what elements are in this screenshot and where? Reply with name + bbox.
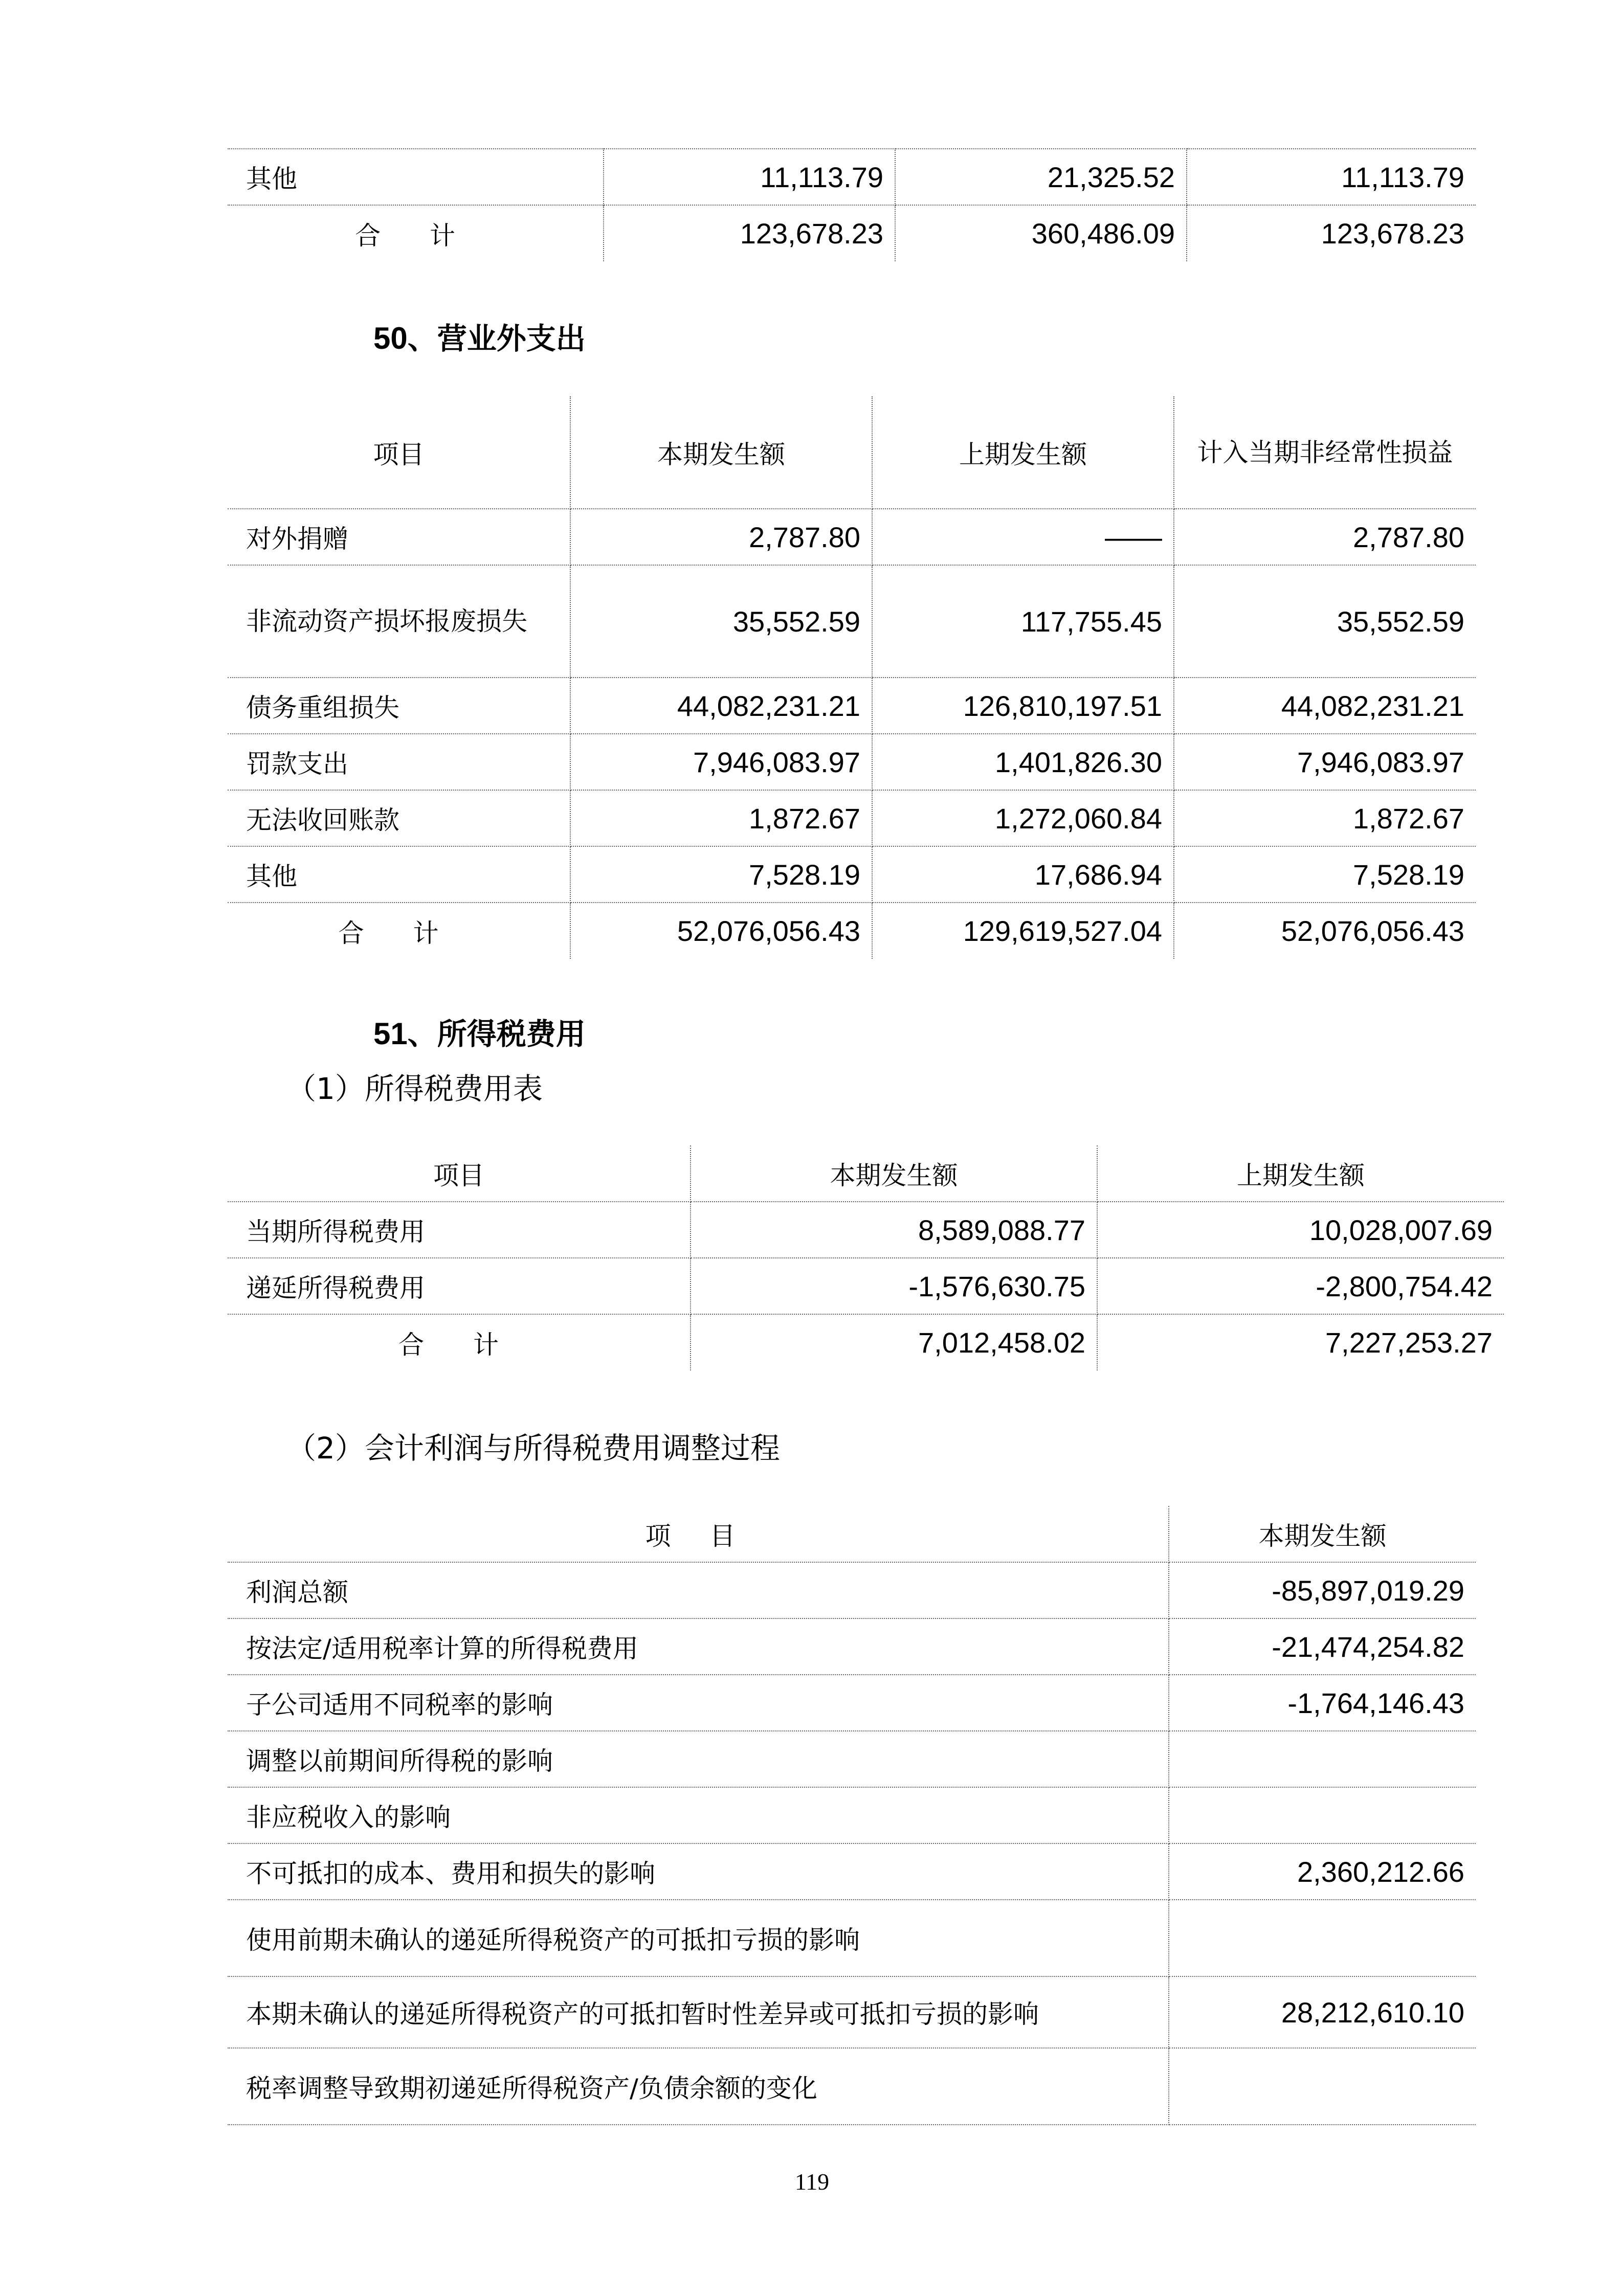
column-header: 项 目: [228, 1506, 1169, 1562]
cell-value: 11,113.79: [604, 149, 895, 205]
cell-value: 360,486.09: [895, 205, 1187, 261]
column-header: 本期发生额: [691, 1145, 1097, 1202]
column-header: 项目: [228, 396, 570, 509]
cell-value: 17,686.94: [872, 846, 1174, 903]
table-row: [228, 734, 1476, 790]
row-label: 子公司适用不同税率的影响: [228, 1675, 1169, 1731]
table-row: [228, 790, 1476, 846]
cell-value: 52,076,056.43: [1174, 903, 1476, 959]
table-row: [228, 1976, 1476, 2048]
row-label: 合 计: [228, 205, 604, 261]
row-label: 利润总额: [228, 1562, 1169, 1618]
cell-value: 117,755.45: [872, 565, 1174, 678]
table-row: [228, 1258, 1504, 1314]
page-number: 119: [794, 2169, 830, 2195]
cell-value: 1,401,826.30: [872, 734, 1174, 790]
subsection-title-2: （2）会计利润与所得税费用调整过程: [286, 1431, 780, 1466]
table-row: [228, 1900, 1476, 1976]
cell-value: 44,082,231.21: [570, 678, 872, 734]
cell-value: 1,872.67: [1174, 790, 1476, 846]
table-profit-tax-reconciliation: [228, 1506, 1476, 2125]
cell-value: 1,872.67: [570, 790, 872, 846]
subsection-title-1: （1）所得税费用表: [286, 1071, 543, 1106]
table-row: [228, 149, 1476, 205]
table-header-row: [228, 396, 1476, 509]
row-label: 不可抵扣的成本、费用和损失的影响: [228, 1843, 1169, 1900]
table-row: [228, 565, 1476, 678]
column-header: 计入当期非经常性损益: [1174, 396, 1476, 509]
row-label: 按法定/适用税率计算的所得税费用: [228, 1618, 1169, 1675]
table-top-continuation: [228, 148, 1476, 261]
column-header: 上期发生额: [872, 396, 1174, 509]
cell-value: 21,325.52: [895, 149, 1187, 205]
cell-value: -1,764,146.43: [1169, 1675, 1476, 1731]
cell-value: 10,028,007.69: [1097, 1202, 1504, 1258]
table-row-total: [228, 903, 1476, 959]
cell-value: 7,227,253.27: [1097, 1314, 1504, 1370]
cell-value: 11,113.79: [1187, 149, 1476, 205]
cell-value: 126,810,197.51: [872, 678, 1174, 734]
table-row: [228, 509, 1476, 565]
section-number: 51: [373, 1017, 408, 1051]
section-number: 50: [373, 321, 408, 355]
row-label: 其他: [228, 149, 604, 205]
cell-value: 7,946,083.97: [1174, 734, 1476, 790]
cell-value: 44,082,231.21: [1174, 678, 1476, 734]
table-row: [228, 1787, 1476, 1843]
column-header: 本期发生额: [1169, 1506, 1476, 1562]
table-row: [228, 2048, 1476, 2125]
column-header: 项目: [228, 1145, 691, 1202]
cell-value: 8,589,088.77: [691, 1202, 1097, 1258]
cell-value: -2,800,754.42: [1097, 1258, 1504, 1314]
row-label: 罚款支出: [228, 734, 570, 790]
section-heading-50: [373, 314, 586, 357]
row-label: 递延所得税费用: [228, 1258, 691, 1314]
table-row-total: [228, 1314, 1504, 1370]
cell-value: 2,787.80: [1174, 509, 1476, 565]
cell-value: 7,528.19: [570, 846, 872, 903]
cell-value: [1169, 1787, 1476, 1843]
table-row: [228, 1843, 1476, 1900]
section-title: 、所得税费用: [407, 1017, 586, 1051]
row-label: 合 计: [228, 903, 570, 959]
cell-value: 28,212,610.10: [1169, 1976, 1476, 2048]
table-row: [228, 1618, 1476, 1675]
cell-value: 123,678.23: [604, 205, 895, 261]
cell-value: 123,678.23: [1187, 205, 1476, 261]
cell-value: 7,012,458.02: [691, 1314, 1097, 1370]
row-label: 合 计: [228, 1314, 691, 1370]
table-row: [228, 1731, 1476, 1787]
row-label: 使用前期未确认的递延所得税资产的可抵扣亏损的影响: [228, 1900, 1169, 1976]
section-title: 、营业外支出: [407, 321, 586, 356]
table-row-total: [228, 205, 1476, 261]
cell-value: 2,360,212.66: [1169, 1843, 1476, 1900]
row-label: 本期未确认的递延所得税资产的可抵扣暂时性差异或可抵扣亏损的影响: [228, 1976, 1169, 2048]
cell-value: [1169, 2048, 1476, 2125]
cell-value: 52,076,056.43: [570, 903, 872, 959]
cell-value: 35,552.59: [570, 565, 872, 678]
table-header-row: [228, 1145, 1504, 1202]
table-row: [228, 1562, 1476, 1618]
row-label: 其他: [228, 846, 570, 903]
row-label: 非应税收入的影响: [228, 1787, 1169, 1843]
table-row: [228, 1202, 1504, 1258]
cell-value: 129,619,527.04: [872, 903, 1174, 959]
cell-value: 2,787.80: [570, 509, 872, 565]
row-label: 对外捐赠: [228, 509, 570, 565]
cell-value: 35,552.59: [1174, 565, 1476, 678]
column-header: 本期发生额: [570, 396, 872, 509]
row-label: 税率调整导致期初递延所得税资产/负债余额的变化: [228, 2048, 1169, 2125]
cell-value: 1,272,060.84: [872, 790, 1174, 846]
table-nonoperating-expenses: [228, 396, 1476, 959]
cell-value: ——: [872, 509, 1174, 565]
section-heading-51: [373, 1010, 586, 1053]
table-income-tax-expense: [228, 1145, 1504, 1370]
cell-value: 7,946,083.97: [570, 734, 872, 790]
row-label: 债务重组损失: [228, 678, 570, 734]
cell-value: -1,576,630.75: [691, 1258, 1097, 1314]
cell-value: 7,528.19: [1174, 846, 1476, 903]
cell-value: [1169, 1900, 1476, 1976]
column-header: 上期发生额: [1097, 1145, 1504, 1202]
cell-value: -85,897,019.29: [1169, 1562, 1476, 1618]
row-label: 当期所得税费用: [228, 1202, 691, 1258]
row-label: 非流动资产损坏报废损失: [228, 565, 570, 678]
table-header-row: [228, 1506, 1476, 1562]
row-label: 调整以前期间所得税的影响: [228, 1731, 1169, 1787]
row-label: 无法收回账款: [228, 790, 570, 846]
cell-value: [1169, 1731, 1476, 1787]
cell-value: -21,474,254.82: [1169, 1618, 1476, 1675]
table-row: [228, 678, 1476, 734]
table-row: [228, 846, 1476, 903]
table-row: [228, 1675, 1476, 1731]
